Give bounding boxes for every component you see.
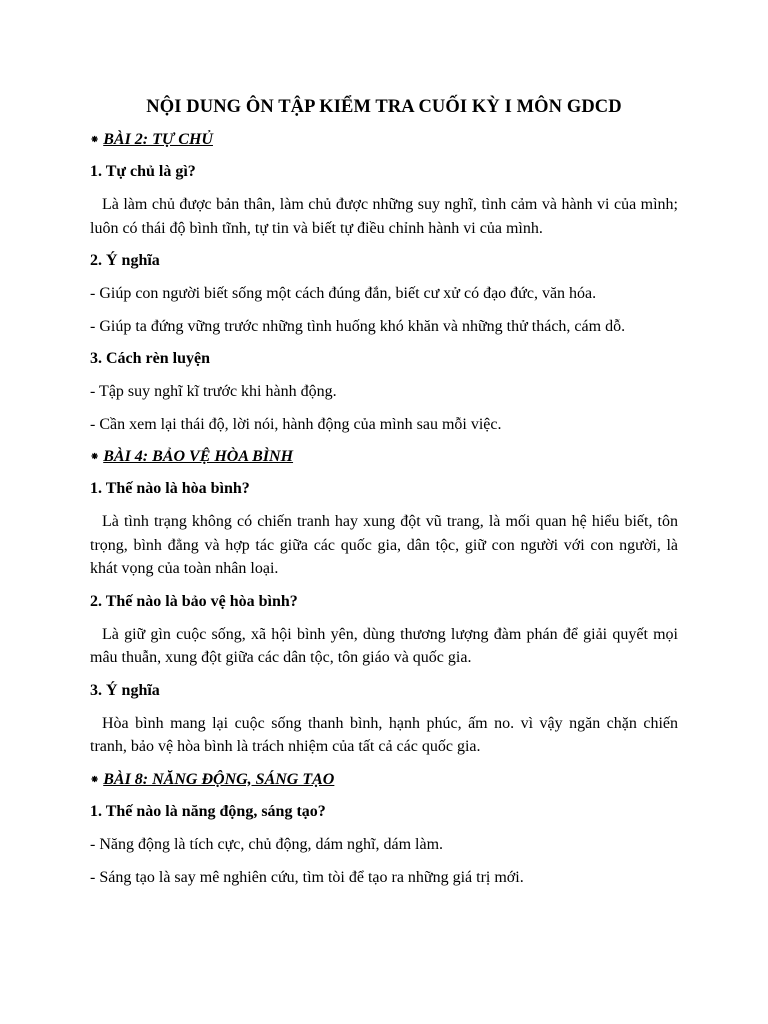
bullet-icon: ⁕	[90, 134, 100, 146]
document-content	[90, 95, 678, 899]
paragraph-y-nghia-hoa-binh: Hòa bình mang lại cuộc sống thanh bình, hạnh phúc, ấm no. vì vậy ngăn chặn chiến tranh, bảo vệ hòa bình là trách nhiệm của tất cả các quốc gia.	[90, 714, 678, 755]
list-item: - Sáng tạo là say mê nghiên cứu, tìm tòi để tạo ra những giá trị mới.	[90, 868, 524, 886]
section-heading-bai-4	[90, 446, 678, 468]
section-heading-bai-2	[90, 129, 678, 151]
paragraph-bao-ve-hoa-binh: Là giữ gìn cuộc sống, xã hội bình yên, dùng thương lượng đàm phán để giải quyết mọi mâu thuẫn, xung đột giữa các dân tộc, tôn giáo và quốc gia.	[90, 625, 678, 666]
bullet-icon: ⁕	[90, 773, 100, 786]
paragraph-hoa-binh-definition: Là tình trạng không có chiến tranh hay xung đột vũ trang, là mối quan hệ hiểu biết, tôn trọng, bình đẳng và hợp tác giữa các quốc gia, dân tộc, giữ con người với con người, là khát vọng của toàn nhân loại.	[90, 513, 678, 577]
section-heading-text: BÀI 2: TỰ CHỦ	[103, 131, 213, 148]
section-heading-text: BÀI 8: NĂNG ĐỘNG, SÁNG TẠO	[103, 770, 335, 788]
section-heading-text: BÀI 4: BẢO VỆ HÒA BÌNH	[103, 448, 294, 465]
item-heading-y-nghia: 2. Ý nghĩa	[90, 252, 160, 269]
list-item: - Giúp con người biết sống một cách đúng đắn, biết cư xử có đạo đức, văn hóa.	[90, 285, 597, 302]
item-heading-bao-ve-hoa-binh: 2. Thế nào là bảo vệ hòa bình?	[90, 592, 298, 610]
item-heading-hoa-binh: 1. Thế nào là hòa bình?	[90, 480, 250, 497]
item-heading-cach-ren-luyen: 3. Cách rèn luyện	[90, 350, 210, 367]
item-heading-tu-chu-la-gi: 1. Tự chủ là gì?	[90, 163, 196, 180]
list-item: - Giúp ta đứng vững trước những tình huống khó khăn và những thử thách, cám dỗ.	[90, 318, 626, 335]
list-item: - Cần xem lại thái độ, lời nói, hành động của mình sau mỗi việc.	[90, 416, 502, 433]
list-item: - Tập suy nghĩ kĩ trước khi hành động.	[90, 383, 337, 400]
item-heading-y-nghia: 3. Ý nghĩa	[90, 681, 160, 699]
section-bai-4	[90, 446, 678, 759]
paragraph-tu-chu-definition: Là làm chủ được bản thân, làm chủ được những suy nghĩ, tình cảm và hành vi của mình; luôn có thái độ bình tĩnh, tự tin và biết tự điều chỉnh hành vi của mình.	[90, 196, 678, 237]
document-title: NỘI DUNG ÔN TẬP KIỂM TRA CUỐI KỲ I MÔN GDCD	[146, 97, 622, 117]
section-bai-8	[90, 769, 678, 889]
item-heading-nang-dong-sang-tao: 1. Thế nào là năng động, sáng tạo?	[90, 802, 326, 820]
section-heading-bai-8	[90, 769, 678, 791]
list-item: - Năng động là tích cực, chủ động, dám nghĩ, dám làm.	[90, 835, 444, 853]
section-bai-2	[90, 129, 678, 436]
bullet-icon: ⁕	[90, 451, 100, 463]
